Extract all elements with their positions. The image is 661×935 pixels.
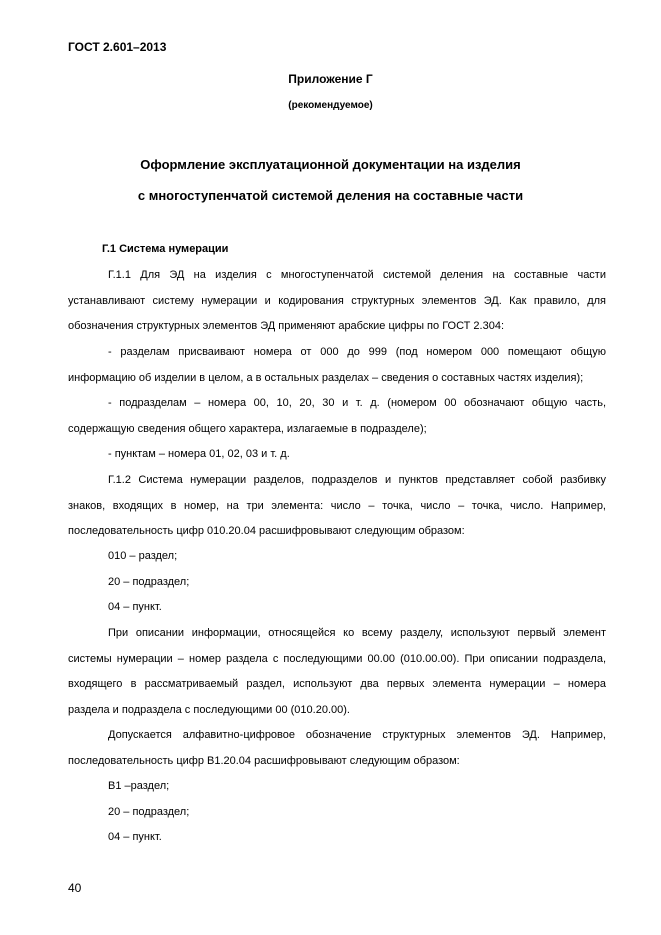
paragraph-alphanumeric bbox=[68, 723, 606, 774]
paragraph-g-1-1 bbox=[68, 263, 606, 340]
heading-line-1: Оформление эксплуатационной документации на изделия bbox=[140, 157, 521, 172]
text-line: содержащую сведения общего характера, излагаемые в подразделе); bbox=[68, 422, 427, 435]
appendix-status: (рекомендуемое) bbox=[288, 100, 373, 111]
list-item-sections bbox=[68, 340, 606, 391]
paragraph-description bbox=[68, 621, 606, 723]
page-number: 40 bbox=[68, 881, 82, 895]
text-line: Г.1.1 Для ЭД на изделия с многоступенчатой системой деления на составные части bbox=[108, 269, 606, 281]
heading-line-2: с многоступенчатой системой деления на составные части bbox=[137, 188, 524, 203]
text-line: - пунктам – номера 01, 02, 03 и т. д. bbox=[108, 448, 290, 460]
text-line: Г.1.2 Система нумерации разделов, подразделов и пунктов представляет собой разбивку bbox=[108, 474, 606, 486]
text-line: знаков, входящих в номер, на три элемента: число – точка, число – точка, число. Например, bbox=[68, 499, 606, 512]
text-line: информацию об изделии в целом, а в остальных разделах – сведения о составных частях изделия); bbox=[68, 371, 584, 384]
list-item: 04 – пункт. bbox=[108, 831, 162, 843]
text-line: последовательность цифр В1.20.04 расшифровывают следующим образом: bbox=[68, 754, 460, 767]
example-list-1 bbox=[68, 544, 606, 621]
paragraph-g-1-2 bbox=[68, 468, 606, 545]
list-item: 20 – подраздел; bbox=[108, 575, 190, 588]
text-line: устанавливают систему нумерации и кодирования структурных элементов ЭД. Как правило, для bbox=[68, 294, 606, 307]
appendix-title: Приложение Г bbox=[288, 72, 373, 86]
list-item: 010 – раздел; bbox=[108, 550, 178, 562]
text-line: последовательность цифр 010.20.04 расшифровывают следующим образом: bbox=[68, 525, 465, 537]
list-item: 20 – подраздел; bbox=[108, 805, 190, 818]
text-line: Допускается алфавитно-цифровое обозначение структурных элементов ЭД. Например, bbox=[108, 729, 606, 741]
text-line: обозначения структурных элементов ЭД применяют арабские цифры по ГОСТ 2.304: bbox=[68, 320, 505, 332]
text-line: - разделам присваивают номера от 000 до 999 (под номером 000 помещают общую bbox=[108, 346, 606, 358]
text-line: - подразделам – номера 00, 10, 20, 30 и т. д. (номером 00 обозначают общую часть, bbox=[108, 397, 606, 409]
list-item-points bbox=[68, 442, 606, 468]
list-item: 04 – пункт. bbox=[108, 601, 162, 613]
list-item-subsections bbox=[68, 391, 606, 442]
text-line: раздела и подраздела с последующими 00 (010.20.00). bbox=[68, 703, 350, 716]
text-line: При описании информации, относящейся ко всему разделу, используют первый элемент bbox=[108, 627, 606, 639]
section-title: Г.1 Система нумерации bbox=[102, 243, 229, 255]
list-item: В1 –раздел; bbox=[108, 780, 170, 792]
text-line: входящего в рассматриваемый раздел, используют два первых элемента нумерации – номера bbox=[68, 678, 606, 690]
example-list-2 bbox=[68, 774, 606, 851]
text-line: системы нумерации – номер раздела с последующими 00.00 (010.00.00). При описании подраздела, bbox=[68, 652, 606, 665]
standard-header: ГОСТ 2.601–2013 bbox=[68, 40, 167, 54]
